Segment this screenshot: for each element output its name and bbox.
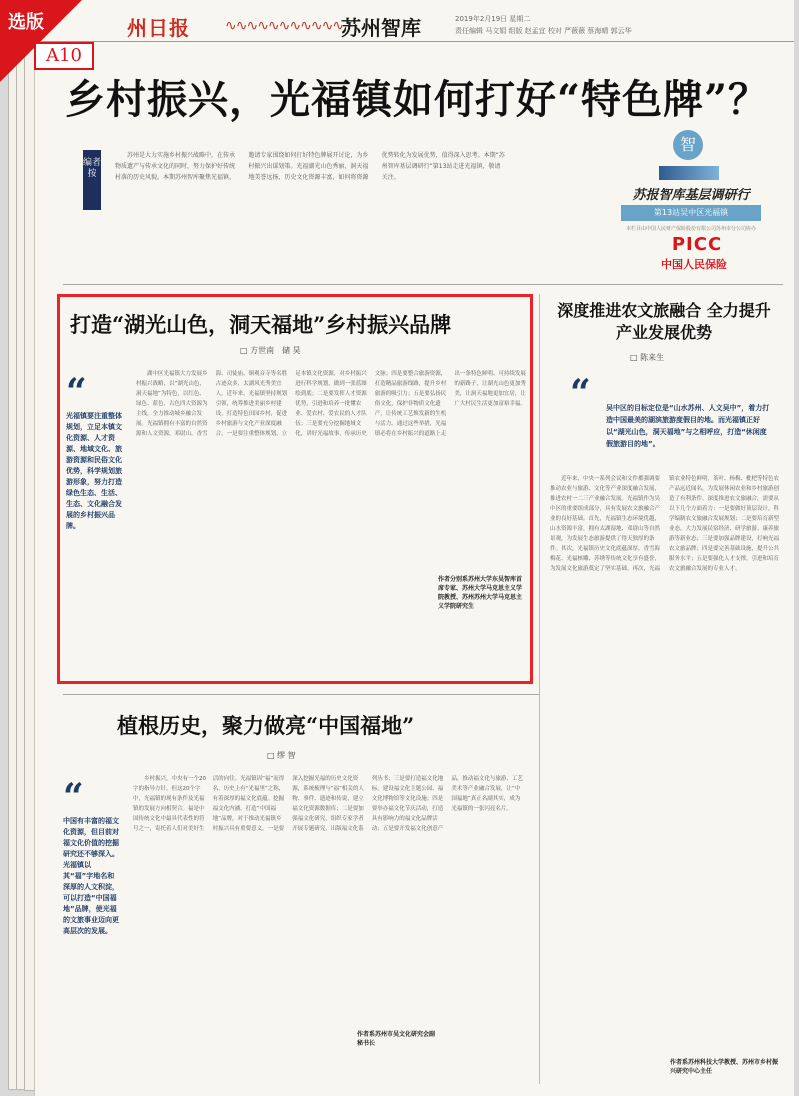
paper-logo: 州日报 — [127, 16, 190, 40]
quote-icon: “ — [63, 776, 84, 818]
article3-lead-text: 中国有丰富的福文化资源，但目前对福文化价值的挖掘研究还不够深入。光福镇以其“福”字地名和深厚的人文积淀，可以打造“中国福地”品牌，使光福的文旅事业迈向更高层次的发展。 — [63, 817, 119, 935]
article1-author: □ 方世南 储 昊 — [240, 346, 301, 355]
article-right-column — [539, 294, 783, 1084]
page-number: A10 — [34, 42, 94, 70]
wave-ornament-icon: ∿∿∿∿∿∿∿∿∿∿∿ — [225, 18, 344, 34]
editor-note-tag: 编者按 — [83, 150, 101, 210]
article3-author: □ 缪 智 — [267, 751, 296, 760]
page-headline: 乡村振兴，光福镇如何打好“特色牌”？ — [65, 76, 770, 123]
promo-subtitle: 第13站吴中区光福镇 — [621, 205, 761, 221]
quote-icon: “ — [66, 371, 87, 413]
column-name: 苏州智库 — [341, 16, 421, 40]
article3-lead — [63, 776, 121, 937]
article1-lead — [66, 371, 124, 532]
masthead — [35, 6, 794, 42]
zhi-badge-icon: 智 — [673, 130, 703, 160]
promo-note: 本栏目由中国人民财产保险股份有限公司苏州市分公司协办 — [625, 226, 756, 232]
editor-credits: 责任编辑 马文娟 组版 赵孟宜 校对 严薇薇 蔡海晴 郭云华 — [455, 27, 632, 35]
promo-title: 苏报智库基层调研行 — [632, 188, 750, 203]
editor-note — [83, 150, 509, 266]
article2-title: 深度推进农文旅融合 全力提升产业发展优势 — [557, 301, 771, 342]
article-highlighted[interactable] — [57, 294, 533, 684]
article1-title: 打造“湖光山色，洞天福地”乡村振兴品牌 — [70, 312, 452, 337]
article3-byline: 作者系苏州市吴文化研究会副秘书长 — [357, 1031, 436, 1047]
article2-byline: 作者系苏州科技大学教授、苏州市乡村振兴研究中心主任 — [670, 1059, 779, 1075]
brush-stroke-icon — [659, 166, 719, 180]
section-divider — [63, 694, 539, 695]
edition-badge-label: 选版 — [8, 12, 44, 33]
quote-icon: “ — [570, 372, 591, 414]
article1-byline: 作者分别系苏州大学东吴智库首席专家、苏州大学马克思主义学院教授、苏州苏州大学马克思主义学院研究生 — [438, 576, 523, 610]
picc-logo: PICC — [671, 234, 723, 255]
sponsor-name: 中国人民保险 — [661, 258, 727, 271]
article3-title: 植根历史，聚力做亮“中国福地” — [117, 713, 415, 738]
article1-lead-text: 光福镇要注重整体规划，立足本镇文化资源、人才资源、地域文化、旅游资源和民俗文化优势，科学规划旅游形象，努力打造绿色生态、生活、生态、文化融合发展的乡村振兴品牌。 — [66, 412, 122, 530]
article2-body: 近年来，中央一系列会议和文件都强调要推动农业与旅游、文化等产业深度融合发展，推进农村一二三产业融合发展。光福镇作为吴中区的重要组成部分，具有发展农文旅融合产业的良好基础。首先，光福镇生态环境优越，山水资源丰富，拥有太湖湿地、邓尉山等自然景观，为发展生态旅游提供了得天独厚的条件。其次，光福镇历史文化底蕴深厚，香雪海梅花、光福核雕、苏绣等传统文化享有盛誉，为发展文化旅游奠定了坚实基础。再次，光福镇农业特色鲜明，茶叶、杨梅、枇杷等特色农产品远近闻名，为发展休闲农业和乡村旅游创造了有利条件。深度推进农文旅融合，需要从以下几个方面着力：一是要做好顶层设计，科学编制农文旅融合发展规划；二是要培育新型业态，大力发展民宿经济、研学旅游、康养旅游等新业态；三是要加强品牌建设，打响光福农文旅品牌；四是要完善基础设施，提升公共服务水平；五是要强化人才支撑，引进和培育农文旅融合发展的专业人才。 — [550, 476, 780, 572]
article2-lead — [570, 372, 776, 468]
article-bottom — [57, 700, 533, 1090]
article2-author: □ 陈来生 — [630, 353, 665, 362]
article3-body: 乡村振兴，中央有一个20字的指导方针，但这20个字中，光福镇的现有条件及光福镇的发展方向相契合。福是中国传统文化中最具代表性的符号之一，寄托着人们对美好生活的向往。光福镇因“福”而得名，历史上有“光福里”之称，有着深厚的福文化底蕴。挖掘福文化内涵，打造“中国福地”品牌，对于推动光福镇乡村振兴具有重要意义。一是要深入挖掘光福的历史文化资源，系统梳理与“福”相关的人物、事件、遗迹和传说，建立福文化资源数据库；二是要加强福文化研究，组织专家学者开展专题研究，出版福文化系列丛书；三是要打造福文化地标，建设福文化主题公园、福文化博物馆等文化设施；四是要举办福文化节庆活动，打造具有影响力的福文化品牌活动；五是要开发福文化创意产品，推动福文化与旅游、工艺美术等产业融合发展，让“中国福地”真正名副其实，成为光福镇的一张闪亮名片。 — [133, 776, 523, 832]
column-promo — [583, 130, 783, 275]
editor-note-text: 苏州是大力实施乡村振兴战略中，在传承物质遗产与传承文化的同时，努力保护好传统村落的历史风貌。本期苏州智库聚焦光福镇，邀请专家围绕如何打好特色牌展开讨论，为乡村振兴出谋划策。光福湖光山色秀丽，洞天福地美誉远扬，历史文化资源丰富，如何将资源优势转化为发展优势，值得深入思考。本期“苏州智库基层调研行”第13站走进光福镇，敬请关注。 — [115, 152, 505, 181]
section-divider — [63, 284, 783, 285]
article2-lead-text: 吴中区的目标定位是“山水苏州、人文吴中”，着力打造中国最美的湖滨旅游度假目的地。而光福镇正好以“湖光山色，洞天福地”与之相呼应，打造“休闲度假旅游目的地”。 — [606, 404, 770, 448]
issue-date: 2019年2月19日 星期二 — [455, 15, 531, 23]
article1-body: 湖中区光福镇大力发展乡村振兴战略，以“湖光山色，洞天福地”为特色，以红色、绿色、蓝色、古色四大资源为主线，全力推动城乡融合发展。光福镇拥有丰富的自然资源和人文资源，邓尉山、香雪海、司徒庙、铜观音寺等名胜古迹众多，太湖风光秀美宜人。近年来，光福镇坚持规划引领，统筹推进美丽乡村建设，打造特色田园乡村，促进乡村旅游与文化产业深度融合。一是要注重整体规划，立足本镇文化资源，对乡村振兴进行科学规划，做到一张蓝图绘到底；二是要发挥人才资源优势，引进和培养一批懂农业、爱农村、爱农民的人才队伍；三是要充分挖掘地域文化，讲好光福故事，传承历史文脉；四是要整合旅游资源，打造精品旅游线路，提升乡村旅游的吸引力；五是要弘扬民俗文化，保护非物质文化遗产，让传统工艺焕发新的生机与活力。通过这些举措，光福镇必将在乡村振兴的道路上走出一条特色鲜明、可持续发展的新路子，让湖光山色更加秀美，让洞天福地更加宜居，让广大村民生活更加富裕幸福。 — [136, 371, 526, 437]
newspaper-page — [34, 0, 794, 1096]
